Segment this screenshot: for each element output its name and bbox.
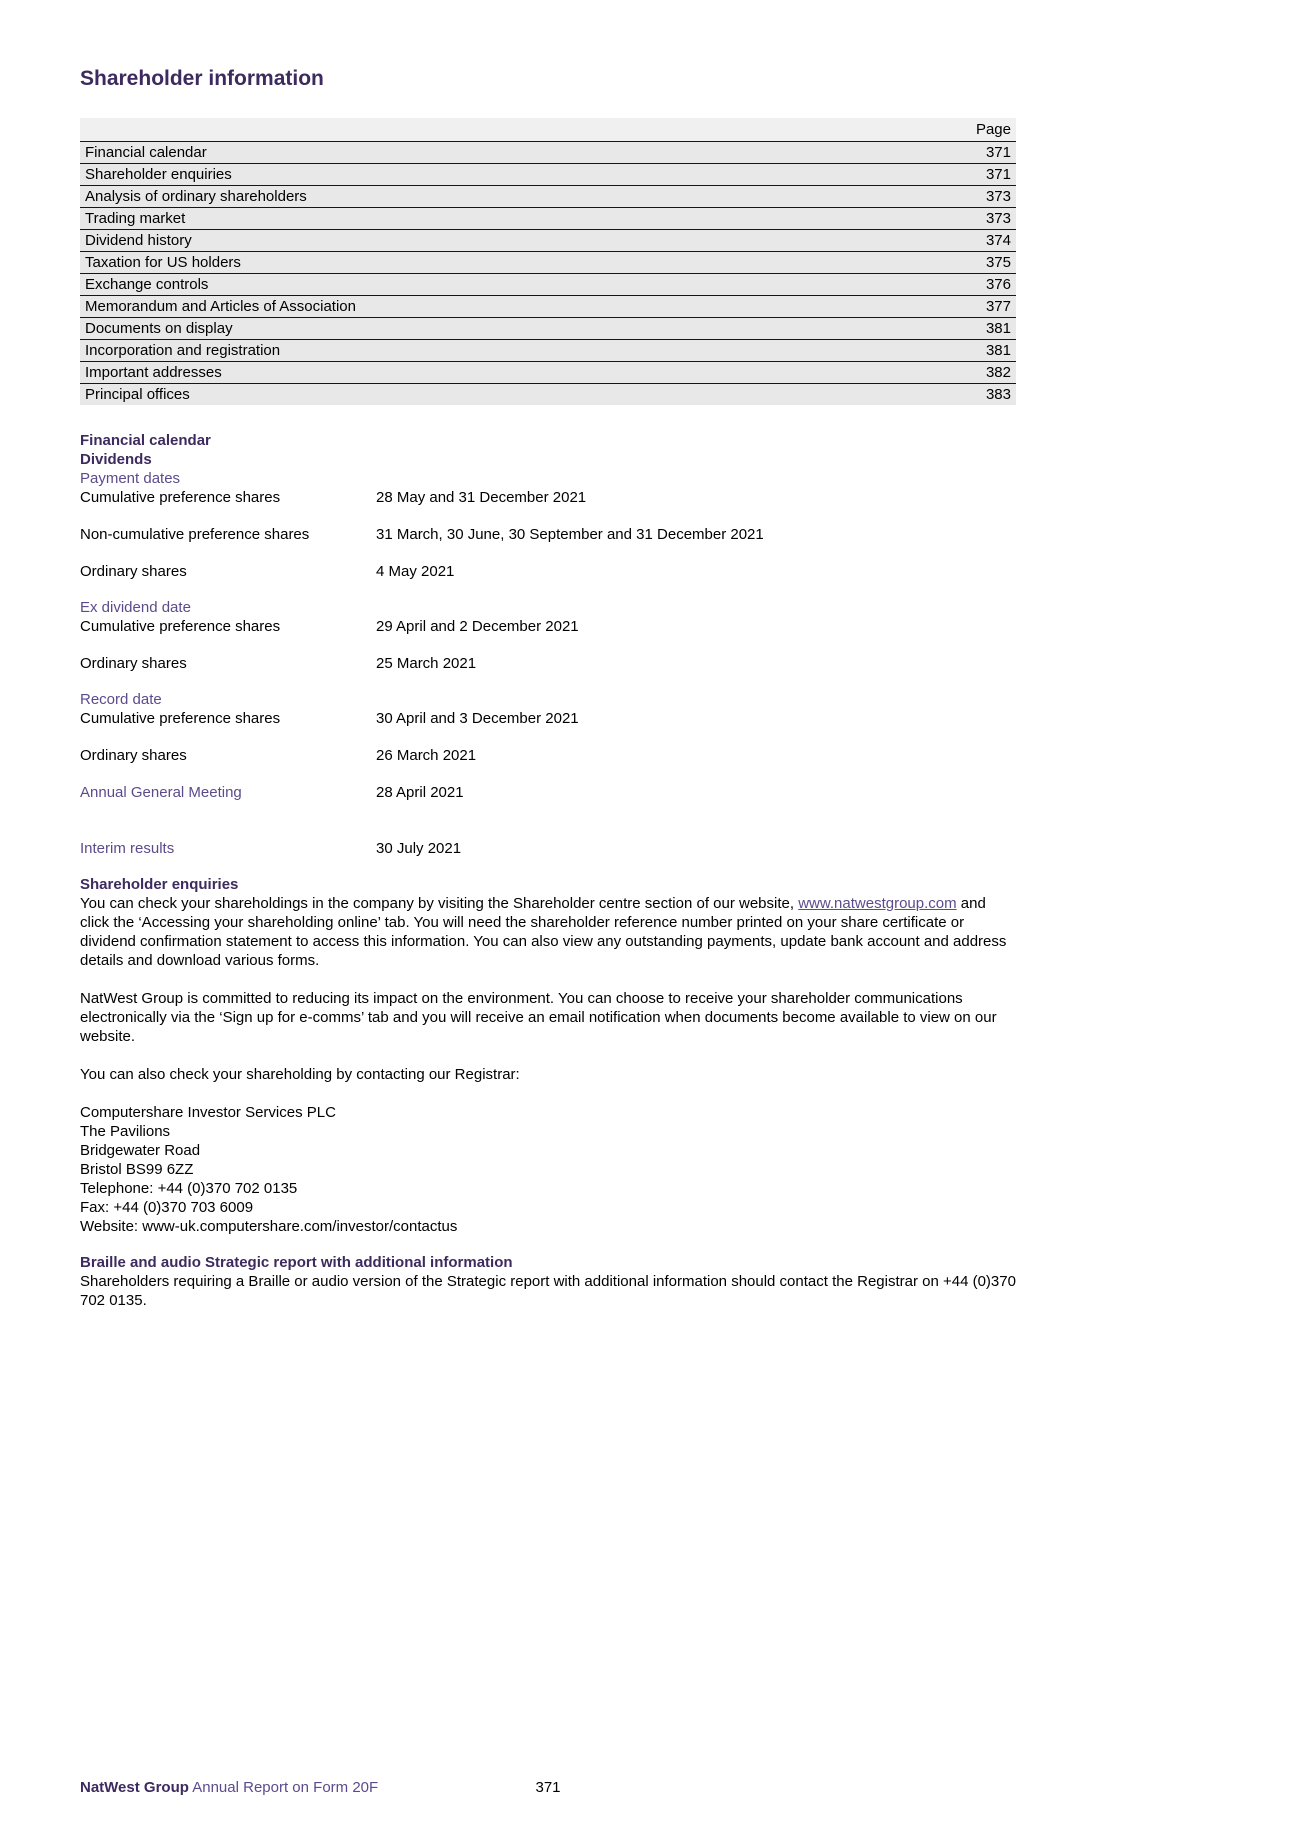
paragraph-text: You can check your shareholdings in the company by visiting the Shareholder centre section of our website, <box>80 895 799 912</box>
calendar-item-label: Ordinary shares <box>80 747 187 764</box>
toc-item-page: 381 <box>985 342 1011 359</box>
toc-item-page: 377 <box>985 298 1011 315</box>
toc-item-page: 371 <box>985 144 1011 161</box>
paragraph-text: and click the ‘Accessing your shareholding online’ tab. You will need the shareholder reference number printed on your share certificate or dividend confirmation statement to access this information. You can also view any outstanding payments, update bank account and address details and download various forms. <box>80 895 1007 969</box>
calendar-item-value: 26 March 2021 <box>376 747 477 764</box>
list-item <box>80 617 1016 636</box>
calendar-item-label: Cumulative preference shares <box>80 489 281 506</box>
table-row <box>80 185 1016 207</box>
list-item <box>80 746 1016 765</box>
registrar-address-line: The Pavilions <box>80 1123 171 1140</box>
list-item <box>80 488 1016 507</box>
braille-audio-heading: Braille and audio Strategic report with additional information <box>80 1254 513 1271</box>
table-row <box>80 383 1016 405</box>
calendar-item-label: Ordinary shares <box>80 655 187 672</box>
registrar-name: Computershare Investor Services PLC <box>80 1104 336 1121</box>
list-item <box>80 783 1016 802</box>
dividends-heading: Dividends <box>80 451 152 468</box>
list-item <box>80 839 1016 858</box>
calendar-item-value: 31 March, 30 June, 30 September and 31 December 2021 <box>376 526 764 543</box>
list-item <box>80 654 1016 673</box>
toc-item-label: Documents on display <box>85 320 233 337</box>
enquiries-paragraph-1 <box>80 894 1016 970</box>
contents-page-column-header: Page <box>975 121 1011 138</box>
financial-calendar-heading: Financial calendar <box>80 432 211 449</box>
table-row <box>80 251 1016 273</box>
calendar-item-value: 4 May 2021 <box>376 563 455 580</box>
interim-results-label: Interim results <box>80 840 175 857</box>
toc-item-page: 381 <box>985 320 1011 337</box>
page-footer <box>80 1778 1016 1797</box>
calendar-item-value: 25 March 2021 <box>376 655 477 672</box>
toc-item-label: Shareholder enquiries <box>85 166 232 183</box>
toc-item-label: Analysis of ordinary shareholders <box>85 188 307 205</box>
footer-page-number: 371 <box>535 1779 561 1796</box>
calendar-item-value: 30 April and 3 December 2021 <box>376 710 579 727</box>
registrar-address-line: Bristol BS99 6ZZ <box>80 1161 194 1178</box>
financial-calendar-section <box>80 431 1016 858</box>
registrar-address-block <box>80 1103 1016 1236</box>
toc-item-page: 375 <box>985 254 1011 271</box>
table-row <box>80 163 1016 185</box>
toc-item-label: Principal offices <box>85 386 190 403</box>
registrar-address-line: Bridgewater Road <box>80 1142 201 1159</box>
footer-brand: NatWest Group <box>80 1779 189 1796</box>
toc-item-page: 373 <box>985 210 1011 227</box>
toc-item-page: 382 <box>985 364 1011 381</box>
page-content <box>80 0 1016 1310</box>
record-date-heading: Record date <box>80 691 162 708</box>
table-row <box>80 141 1016 163</box>
shareholder-enquiries-heading: Shareholder enquiries <box>80 876 239 893</box>
registrar-website: Website: www-uk.computershare.com/investor/contactus <box>80 1218 458 1235</box>
calendar-item-label: Cumulative preference shares <box>80 618 281 635</box>
calendar-item-label: Ordinary shares <box>80 563 187 580</box>
list-item <box>80 562 1016 581</box>
table-row <box>80 273 1016 295</box>
contents-table <box>80 118 1016 405</box>
braille-audio-section <box>80 1253 1016 1310</box>
toc-item-page: 374 <box>985 232 1011 249</box>
shareholder-enquiries-section <box>80 875 1016 1236</box>
list-item <box>80 525 1016 544</box>
agm-value: 28 April 2021 <box>376 784 464 801</box>
toc-item-page: 383 <box>985 386 1011 403</box>
toc-item-label: Memorandum and Articles of Association <box>85 298 356 315</box>
payment-dates-heading: Payment dates <box>80 470 181 487</box>
toc-item-label: Exchange controls <box>85 276 209 293</box>
calendar-item-label: Cumulative preference shares <box>80 710 281 727</box>
toc-item-page: 373 <box>985 188 1011 205</box>
table-row <box>80 295 1016 317</box>
contents-header-row <box>80 118 1016 141</box>
enquiries-paragraph-3: You can also check your shareholding by contacting our Registrar: <box>80 1066 520 1083</box>
toc-item-page: 376 <box>985 276 1011 293</box>
table-row <box>80 339 1016 361</box>
calendar-item-value: 28 May and 31 December 2021 <box>376 489 587 506</box>
toc-item-label: Dividend history <box>85 232 192 249</box>
enquiries-paragraph-2: NatWest Group is committed to reducing its impact on the environment. You can choose to receive your shareholder communications electronically via the ‘Sign up for e-comms’ tab and you will receive an email notification when documents become available to view on our website. <box>80 990 997 1045</box>
calendar-item-value: 29 April and 2 December 2021 <box>376 618 579 635</box>
toc-item-page: 371 <box>985 166 1011 183</box>
ex-dividend-date-heading: Ex dividend date <box>80 599 191 616</box>
registrar-telephone: Telephone: +44 (0)370 702 0135 <box>80 1180 298 1197</box>
toc-item-label: Incorporation and registration <box>85 342 281 359</box>
table-row <box>80 361 1016 383</box>
page-title: Shareholder information <box>80 67 324 90</box>
interim-results-value: 30 July 2021 <box>376 840 462 857</box>
list-item <box>80 709 1016 728</box>
table-row <box>80 317 1016 339</box>
table-row <box>80 207 1016 229</box>
agm-label: Annual General Meeting <box>80 784 242 801</box>
registrar-fax: Fax: +44 (0)370 703 6009 <box>80 1199 254 1216</box>
toc-item-label: Important addresses <box>85 364 222 381</box>
toc-item-label: Financial calendar <box>85 144 207 161</box>
braille-audio-body: Shareholders requiring a Braille or audio version of the Strategic report with additional information should contact the Registrar on +44 (0)370 702 0135. <box>80 1273 1016 1309</box>
table-row <box>80 229 1016 251</box>
toc-item-label: Trading market <box>85 210 186 227</box>
toc-item-label: Taxation for US holders <box>85 254 241 271</box>
natwestgroup-website-link[interactable]: www.natwestgroup.com <box>798 895 957 912</box>
footer-report-title: Annual Report on Form 20F <box>188 1779 379 1796</box>
calendar-item-label: Non-cumulative preference shares <box>80 526 310 543</box>
